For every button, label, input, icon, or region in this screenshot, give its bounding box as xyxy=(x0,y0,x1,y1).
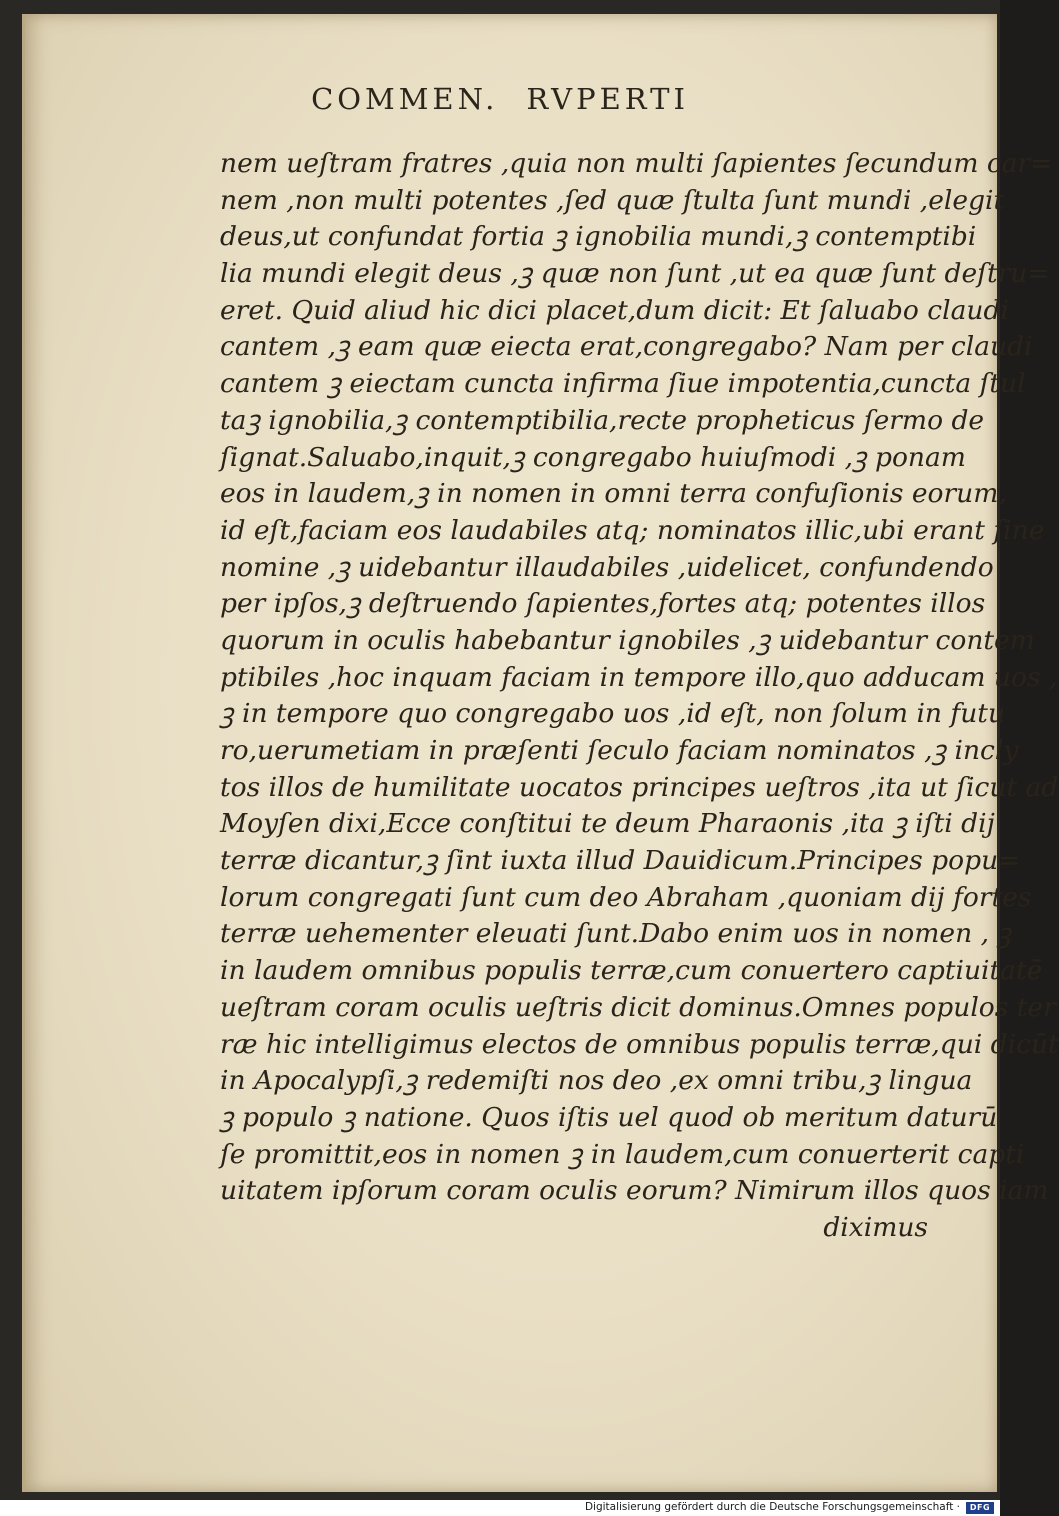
text-line: uitatem ipſorum coram oculis eorum? Nimirum illos quos iam xyxy=(220,1175,1049,1207)
running-header-left: COMMEN. xyxy=(311,82,499,116)
catchword: diximus xyxy=(823,1211,928,1243)
digitization-footer xyxy=(0,1500,1000,1516)
text-line: nem ueſtram fratres ,quia non multi ſapientes ſecundum car= xyxy=(220,148,1053,179)
text-line: terræ dicantur,ꝫ ſint iuxta illud Dauidicum.Principes popu= xyxy=(220,845,1021,877)
main-text-block xyxy=(220,146,1059,1247)
footer-credit-text: Digitalisierung gefördert durch die Deutsche Forschungsgemeinschaft · xyxy=(584,1501,960,1513)
text-line: ptibiles ,hoc inquam faciam in tempore illo,quo adducam uos , xyxy=(220,661,1058,693)
text-line: eos in laudem,ꝫ in nomen in omni terra confuſionis eorum, xyxy=(220,478,1007,510)
dfg-logo: DFG xyxy=(966,1502,994,1514)
running-header xyxy=(0,82,1000,116)
text-line: terræ uehementer eleuati ſunt.Dabo enim uos in nomen , ꝫ xyxy=(220,918,1011,950)
text-line: ræ hic intelligimus electos de omnibus populis terræ,qui dicūt xyxy=(220,1028,1059,1060)
text-line: taꝫ ignobilia,ꝫ contemptibilia,recte propheticus ſermo de xyxy=(220,404,985,436)
text-line: tos illos de humilitate uocatos principes ueſtros ,ita ut ſicut ad xyxy=(220,771,1059,803)
text-line: nem ,non multi potentes ,ſed quæ ſtulta ſunt mundi ,elegit xyxy=(220,184,1005,216)
text-line: ſignat.Saluabo,inquit,ꝫ congregabo huiuſmodi ,ꝫ ponam xyxy=(220,441,966,473)
text-line: lia mundi elegit deus ,ꝫ quæ non ſunt ,ut ea quæ ſunt deſtru= xyxy=(220,258,1050,290)
text-line: deus,ut confundat fortia ꝫ ignobilia mundi,ꝫ contemptibi xyxy=(220,221,977,253)
text-line: ro,uerumetiam in præſenti ſeculo faciam nominatos ,ꝫ incly xyxy=(220,735,1019,766)
text-line: lorum congregati ſunt cum deo Abraham ,quoniam dij fortes xyxy=(220,881,1032,913)
text-line: quorum in oculis habebantur ignobiles ,ꝫ uidebantur contem xyxy=(220,624,1035,656)
text-line: ꝫ populo ꝫ natione. Quos iſtis uel quod ob meritum daturū xyxy=(220,1101,998,1133)
running-header-right: RVPERTI xyxy=(526,82,689,116)
text-line: cantem ꝫ eiectam cuncta infirma ſiue impotentia,cuncta ſtul xyxy=(220,368,1026,400)
text-line: Moyſen dixi,Ecce conſtitui te deum Pharaonis ,ita ꝫ iſti dij xyxy=(220,808,995,840)
text-line: cantem ,ꝫ eam quæ eiecta erat,congregabo? Nam per claudi xyxy=(220,331,1033,363)
text-line: ꝫ in tempore quo congregabo uos ,id eſt, non ſolum in futu xyxy=(220,698,1006,730)
text-line: nomine ,ꝫ uidebantur illaudabiles ,uidelicet, confundendo xyxy=(220,551,994,583)
text-line: ſe promittit,eos in nomen ꝫ in laudem,cum conuerterit capti xyxy=(220,1138,1025,1170)
text-line: eret. Quid aliud hic dici placet,dum dicit: Et ſaluabo claudi xyxy=(220,294,1009,326)
text-line: in Apocalypſi,ꝫ redemiſti nos deo ,ex omni tribu,ꝫ lingua xyxy=(220,1065,973,1097)
text-line: id eſt,faciam eos laudabiles atq; nominatos illic,ubi erant ſine xyxy=(220,514,1045,546)
text-line: ueſtram coram oculis ueſtris dicit dominus.Omnes populos ter xyxy=(220,991,1056,1023)
text-line: per ipſos,ꝫ deſtruendo ſapientes,fortes atq; potentes illos xyxy=(220,588,986,620)
text-line: in laudem omnibus populis terræ,cum conuertero captiuitatē xyxy=(220,955,1043,987)
